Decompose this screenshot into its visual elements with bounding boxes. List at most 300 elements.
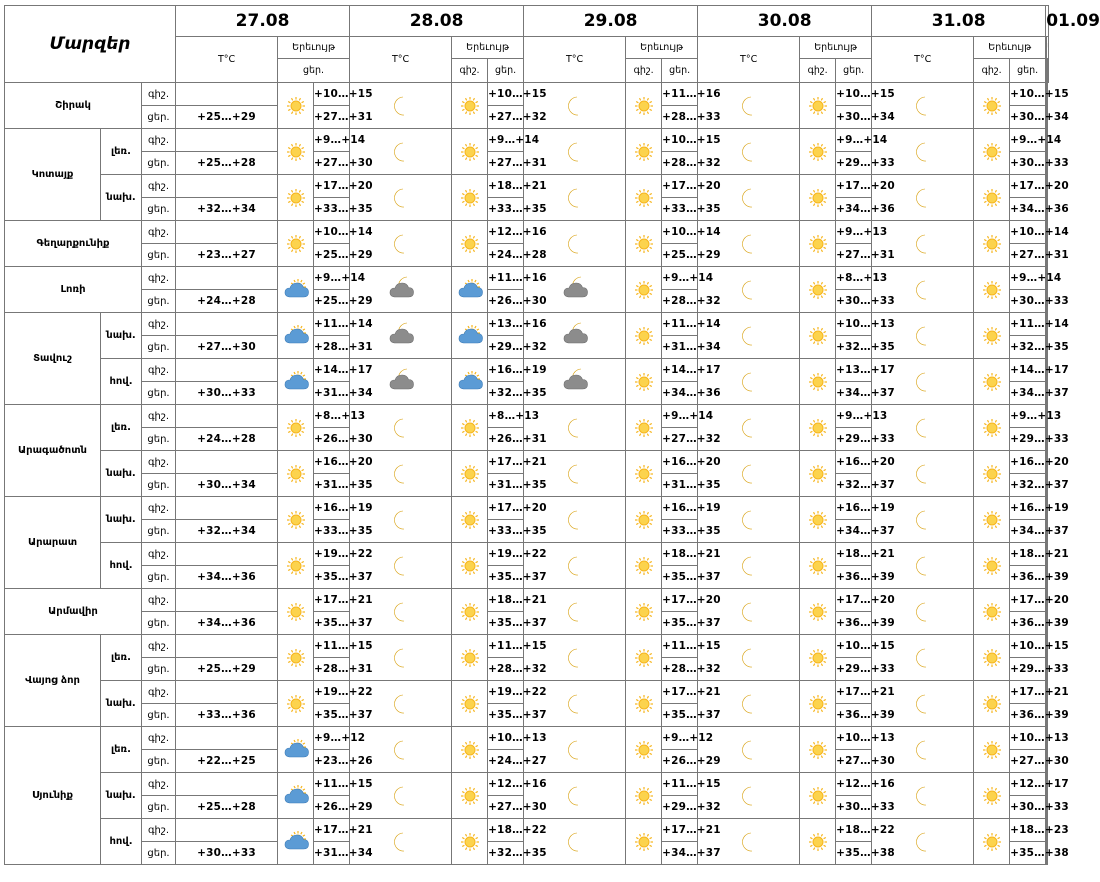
zone-name: հով. — [101, 819, 142, 865]
temperature-cell: +12…+16 — [488, 773, 524, 796]
weather-cell — [974, 589, 1010, 635]
sun-icon — [459, 786, 481, 806]
region-name: Արմավիր — [5, 589, 142, 635]
weather-cell — [626, 83, 662, 129]
moon-icon — [912, 464, 934, 484]
time-of-day: գիշ. — [142, 267, 176, 290]
moon-icon — [912, 188, 934, 208]
table-row — [5, 313, 1049, 336]
temperature-cell: +35…+37 — [488, 612, 524, 635]
moon-icon — [564, 556, 586, 576]
temperature-cell: +17…+21 — [488, 451, 524, 474]
sun-icon — [807, 694, 829, 714]
temperature-cell: +19…+22 — [488, 681, 524, 704]
temperature-cell: +30…+33 — [176, 842, 278, 865]
weather-header: Երեւույթ — [626, 37, 698, 59]
temperature-cell: +16…+19 — [662, 497, 698, 520]
sun-icon — [981, 602, 1003, 622]
moon-icon — [738, 372, 760, 392]
zone-name: նախ. — [101, 313, 142, 359]
temperature-cell: +17…+21 — [836, 681, 872, 704]
weather-cell — [278, 451, 314, 497]
moon-icon — [738, 832, 760, 852]
sun-icon — [807, 372, 829, 392]
cloudy-night-icon — [564, 280, 586, 300]
time-of-day: ցեր. — [142, 382, 176, 405]
moon-icon — [738, 786, 760, 806]
sun-icon — [807, 786, 829, 806]
sun-icon — [981, 234, 1003, 254]
temperature-cell — [176, 819, 278, 842]
temperature-cell: +16…+20 — [662, 451, 698, 474]
temperature-cell: +16…+20 — [1010, 451, 1046, 474]
region-name: Գեղարքունիք — [5, 221, 142, 267]
day-header: ցեր. — [278, 59, 350, 83]
weather-cell — [800, 589, 836, 635]
weather-cell — [974, 359, 1010, 405]
region-name: Արագածոտն — [5, 405, 101, 497]
temperature-cell: +31…+35 — [662, 474, 698, 497]
weather-cell — [974, 681, 1010, 727]
moon-icon — [564, 418, 586, 438]
temperature-cell: +11…+15 — [662, 773, 698, 796]
temperature-cell: +35…+37 — [662, 704, 698, 727]
moon-icon — [390, 510, 412, 530]
time-of-day: գիշ. — [142, 543, 176, 566]
temperature-cell: +35…+37 — [662, 566, 698, 589]
weather-header: Երեւույթ — [974, 37, 1046, 59]
temperature-cell: +32…+35 — [488, 842, 524, 865]
sun-icon — [807, 510, 829, 530]
temperature-cell: +17…+21 — [314, 819, 350, 842]
moon-icon — [390, 648, 412, 668]
weather-cell — [626, 497, 662, 543]
moon-icon — [564, 832, 586, 852]
moon-icon — [738, 280, 760, 300]
temperature-cell: +9…+14 — [314, 129, 350, 152]
moon-icon — [564, 740, 586, 760]
moon-icon — [738, 464, 760, 484]
sun-icon — [285, 418, 307, 438]
temperature-cell — [176, 543, 278, 566]
time-of-day: ցեր. — [142, 520, 176, 543]
weather-cell — [452, 497, 488, 543]
table-row — [5, 497, 1049, 520]
weather-cell — [626, 681, 662, 727]
temperature-cell: +27…+30 — [488, 796, 524, 819]
temperature-cell: +26…+31 — [488, 428, 524, 451]
temperature-cell: +24…+28 — [176, 290, 278, 313]
temperature-cell: +28…+32 — [488, 658, 524, 681]
moon-icon — [738, 510, 760, 530]
weather-cell — [452, 359, 488, 405]
moon-icon — [912, 510, 934, 530]
weather-cell — [452, 313, 488, 359]
moon-icon — [912, 556, 934, 576]
moon-icon — [390, 188, 412, 208]
temperature-cell: +17…+20 — [1010, 175, 1046, 198]
temperature-cell: +9…+14 — [836, 129, 872, 152]
temperature-cell: +36…+39 — [836, 612, 872, 635]
temperature-cell: +27…+32 — [662, 428, 698, 451]
temperature-cell: +18…+23 — [1010, 819, 1046, 842]
temperature-cell: +10…+14 — [662, 221, 698, 244]
temperature-header: T°C — [524, 37, 626, 83]
cloudy-night-icon — [390, 326, 412, 346]
temperature-cell: +33…+36 — [176, 704, 278, 727]
weather-cell — [974, 221, 1010, 267]
sun-icon — [807, 602, 829, 622]
weather-cell — [278, 267, 314, 313]
moon-icon — [912, 832, 934, 852]
moon-icon — [390, 832, 412, 852]
weather-cell — [626, 635, 662, 681]
temperature-cell: +32…+35 — [1010, 336, 1046, 359]
sun-icon — [633, 234, 655, 254]
weather-cell — [278, 129, 314, 175]
temperature-cell: +34…+37 — [836, 520, 872, 543]
temperature-cell: +23…+27 — [176, 244, 278, 267]
region-name: Սյունիք — [5, 727, 101, 865]
temperature-cell: +29…+33 — [1010, 428, 1046, 451]
temperature-cell: +8…+13 — [314, 405, 350, 428]
time-of-day: գիշ. — [142, 819, 176, 842]
temperature-cell — [176, 267, 278, 290]
temperature-header: T°C — [350, 37, 452, 83]
sun-icon — [807, 418, 829, 438]
sun-icon — [459, 602, 481, 622]
temperature-cell: +26…+29 — [662, 750, 698, 773]
weather-cell — [278, 635, 314, 681]
cloudy-night-icon — [390, 372, 412, 392]
zone-name: հով. — [101, 543, 142, 589]
moon-icon — [912, 786, 934, 806]
partly-cloudy-icon — [459, 372, 481, 392]
moon-icon — [564, 510, 586, 530]
temperature-cell: +9…+14 — [488, 129, 524, 152]
moon-icon — [738, 234, 760, 254]
moon-icon — [912, 418, 934, 438]
sun-icon — [633, 280, 655, 300]
temperature-cell: +30…+34 — [176, 474, 278, 497]
temperature-cell: +35…+37 — [488, 704, 524, 727]
weather-cell — [278, 221, 314, 267]
temperature-cell: +28…+31 — [314, 336, 350, 359]
temperature-cell: +33…+35 — [488, 198, 524, 221]
weather-cell — [278, 405, 314, 451]
temperature-cell: +10…+13 — [1010, 727, 1046, 750]
temperature-cell: +31…+35 — [314, 474, 350, 497]
temperature-cell: +32…+37 — [1010, 474, 1046, 497]
sun-icon — [807, 142, 829, 162]
weather-cell — [626, 543, 662, 589]
temperature-cell: +16…+20 — [314, 451, 350, 474]
sun-icon — [285, 556, 307, 576]
sun-icon — [633, 740, 655, 760]
temperature-cell: +18…+22 — [836, 819, 872, 842]
time-of-day: գիշ. — [142, 83, 176, 106]
time-of-day: ցեր. — [142, 704, 176, 727]
temperature-cell: +28…+32 — [662, 658, 698, 681]
sun-icon — [981, 648, 1003, 668]
weather-cell — [278, 359, 314, 405]
cloudy-night-icon — [564, 326, 586, 346]
time-of-day: գիշ. — [142, 589, 176, 612]
night-header: գիշ. — [452, 59, 488, 83]
temperature-cell: +27…+31 — [314, 106, 350, 129]
temperature-cell: +10…+13 — [836, 727, 872, 750]
temperature-cell: +9…+14 — [662, 267, 698, 290]
temperature-cell — [176, 773, 278, 796]
sun-icon — [981, 418, 1003, 438]
time-of-day: ցեր. — [142, 198, 176, 221]
weather-cell — [800, 359, 836, 405]
temperature-cell: +35…+37 — [314, 704, 350, 727]
temperature-cell: +10…+15 — [836, 635, 872, 658]
temperature-cell: +22…+25 — [176, 750, 278, 773]
moon-icon — [912, 648, 934, 668]
temperature-cell — [176, 681, 278, 704]
temperature-cell: +10…+15 — [836, 83, 872, 106]
weather-cell — [974, 175, 1010, 221]
partly-cloudy-icon — [285, 786, 307, 806]
time-of-day: գիշ. — [142, 635, 176, 658]
temperature-cell: +34…+36 — [1010, 198, 1046, 221]
temperature-cell: +23…+26 — [314, 750, 350, 773]
weather-cell — [800, 83, 836, 129]
weather-cell — [452, 175, 488, 221]
temperature-cell: +34…+36 — [176, 566, 278, 589]
time-of-day: ցեր. — [142, 152, 176, 175]
temperature-cell — [176, 589, 278, 612]
partly-cloudy-icon — [285, 326, 307, 346]
sun-icon — [459, 648, 481, 668]
temperature-cell: +10…+14 — [314, 221, 350, 244]
temperature-cell: +9…+14 — [1010, 129, 1046, 152]
temperature-cell: +16…+19 — [1010, 497, 1046, 520]
region-name: Լոռի — [5, 267, 142, 313]
temperature-cell: +17…+20 — [836, 589, 872, 612]
regions-header: Մարզեր — [5, 6, 176, 83]
table-row — [5, 819, 1049, 842]
time-of-day: ցեր. — [142, 244, 176, 267]
partly-cloudy-icon — [285, 832, 307, 852]
temperature-cell: +34…+37 — [1010, 520, 1046, 543]
temperature-cell: +34…+36 — [176, 612, 278, 635]
temperature-cell: +11…+14 — [1010, 313, 1046, 336]
sun-icon — [285, 602, 307, 622]
temperature-cell: +11…+14 — [662, 313, 698, 336]
weather-cell — [452, 819, 488, 865]
sun-icon — [807, 740, 829, 760]
table-row — [5, 681, 1049, 704]
temperature-cell: +12…+17 — [1010, 773, 1046, 796]
temperature-cell: +30…+33 — [176, 382, 278, 405]
day-header: ցեր. — [662, 59, 698, 83]
temperature-cell: +35…+38 — [836, 842, 872, 865]
temperature-cell: +35…+37 — [314, 566, 350, 589]
temperature-cell: +17…+21 — [1010, 681, 1046, 704]
temperature-cell: +10…+13 — [836, 313, 872, 336]
temperature-cell: +26…+29 — [314, 796, 350, 819]
moon-icon — [564, 96, 586, 116]
sun-icon — [981, 96, 1003, 116]
time-of-day: ցեր. — [142, 796, 176, 819]
temperature-cell: +36…+39 — [1010, 704, 1046, 727]
partly-cloudy-icon — [459, 280, 481, 300]
forecast-table — [4, 5, 1100, 865]
temperature-cell: +32…+35 — [488, 382, 524, 405]
zone-name: լեռ. — [101, 405, 142, 451]
moon-icon — [738, 602, 760, 622]
moon-icon — [912, 142, 934, 162]
temperature-cell: +11…+16 — [488, 267, 524, 290]
zone-name: լեռ. — [101, 727, 142, 773]
sun-icon — [633, 372, 655, 392]
moon-icon — [564, 464, 586, 484]
temperature-cell: +26…+30 — [488, 290, 524, 313]
time-of-day: գիշ. — [142, 681, 176, 704]
zone-name: նախ. — [101, 681, 142, 727]
weather-cell — [626, 175, 662, 221]
weather-cell — [626, 773, 662, 819]
weather-cell — [452, 773, 488, 819]
table-row — [5, 727, 1049, 750]
zone-name: լեռ. — [101, 635, 142, 681]
sun-icon — [459, 694, 481, 714]
sun-icon — [633, 326, 655, 346]
temperature-cell: +30…+33 — [1010, 152, 1046, 175]
sun-icon — [807, 648, 829, 668]
time-of-day: գիշ. — [142, 313, 176, 336]
temperature-cell: +19…+22 — [488, 543, 524, 566]
temperature-cell: +8…+13 — [488, 405, 524, 428]
temperature-cell: +27…+30 — [176, 336, 278, 359]
sun-icon — [459, 188, 481, 208]
sun-icon — [981, 510, 1003, 530]
moon-icon — [564, 234, 586, 254]
temperature-cell: +36…+39 — [1010, 612, 1046, 635]
weather-cell — [974, 819, 1010, 865]
temperature-cell: +11…+15 — [314, 773, 350, 796]
temperature-cell: +17…+20 — [1010, 589, 1046, 612]
temperature-cell: +14…+17 — [1010, 359, 1046, 382]
night-header: գիշ. — [974, 59, 1010, 83]
weather-cell — [626, 727, 662, 773]
cloudy-night-icon — [390, 280, 412, 300]
sun-icon — [981, 832, 1003, 852]
temperature-cell: +16…+19 — [836, 497, 872, 520]
weather-cell — [800, 267, 836, 313]
temperature-cell: +36…+39 — [1010, 566, 1046, 589]
temperature-cell: +8…+13 — [836, 267, 872, 290]
weather-cell — [626, 129, 662, 175]
temperature-cell: +25…+29 — [314, 244, 350, 267]
temperature-cell: +10…+15 — [314, 83, 350, 106]
temperature-cell: +29…+33 — [836, 152, 872, 175]
night-header: գիշ. — [800, 59, 836, 83]
table-row — [5, 589, 1049, 612]
moon-icon — [390, 418, 412, 438]
time-of-day: գիշ. — [142, 175, 176, 198]
time-of-day: գիշ. — [142, 773, 176, 796]
weather-cell — [452, 267, 488, 313]
sun-icon — [633, 142, 655, 162]
sun-icon — [981, 694, 1003, 714]
moon-icon — [738, 740, 760, 760]
sun-icon — [459, 142, 481, 162]
temperature-cell: +27…+31 — [836, 244, 872, 267]
temperature-cell: +13…+17 — [836, 359, 872, 382]
temperature-cell — [176, 221, 278, 244]
time-of-day: գիշ. — [142, 221, 176, 244]
temperature-cell: +17…+21 — [314, 589, 350, 612]
temperature-cell: +9…+12 — [662, 727, 698, 750]
temperature-cell — [176, 727, 278, 750]
temperature-cell: +32…+34 — [176, 520, 278, 543]
temperature-cell: +29…+33 — [1010, 658, 1046, 681]
temperature-header: T°C — [872, 37, 974, 83]
temperature-cell: +33…+35 — [662, 520, 698, 543]
temperature-cell: +11…+15 — [314, 635, 350, 658]
weather-cell — [626, 589, 662, 635]
temperature-cell: +33…+35 — [488, 520, 524, 543]
sun-icon — [981, 372, 1003, 392]
weather-cell — [974, 451, 1010, 497]
sun-icon — [807, 464, 829, 484]
weather-cell — [452, 589, 488, 635]
weather-cell — [800, 221, 836, 267]
sun-icon — [633, 602, 655, 622]
sun-icon — [633, 464, 655, 484]
temperature-cell: +30…+33 — [1010, 290, 1046, 313]
weather-cell — [974, 313, 1010, 359]
sun-icon — [981, 556, 1003, 576]
temperature-cell: +35…+37 — [314, 612, 350, 635]
sun-icon — [285, 464, 307, 484]
weather-cell — [452, 543, 488, 589]
temperature-cell: +10…+15 — [488, 83, 524, 106]
temperature-cell: +24…+28 — [488, 244, 524, 267]
sun-icon — [459, 96, 481, 116]
sun-icon — [981, 326, 1003, 346]
partly-cloudy-icon — [459, 326, 481, 346]
temperature-cell: +33…+35 — [314, 198, 350, 221]
temperature-cell: +17…+20 — [314, 175, 350, 198]
zone-name: նախ. — [101, 773, 142, 819]
temperature-cell: +9…+14 — [1010, 267, 1046, 290]
weather-cell — [626, 267, 662, 313]
moon-icon — [738, 418, 760, 438]
weather-cell — [626, 313, 662, 359]
temperature-cell: +17…+21 — [662, 819, 698, 842]
sun-icon — [459, 832, 481, 852]
time-of-day: գիշ. — [142, 405, 176, 428]
temperature-cell: +25…+29 — [662, 244, 698, 267]
weather-cell — [800, 129, 836, 175]
temperature-cell: +18…+21 — [488, 175, 524, 198]
sun-icon — [807, 326, 829, 346]
weather-cell — [800, 773, 836, 819]
temperature-cell: +36…+39 — [836, 566, 872, 589]
temperature-cell: +25…+29 — [314, 290, 350, 313]
temperature-cell: +11…+15 — [488, 635, 524, 658]
region-name: Արարատ — [5, 497, 101, 589]
moon-icon — [738, 694, 760, 714]
temperature-cell: +17…+20 — [836, 175, 872, 198]
moon-icon — [390, 464, 412, 484]
sun-icon — [633, 510, 655, 530]
